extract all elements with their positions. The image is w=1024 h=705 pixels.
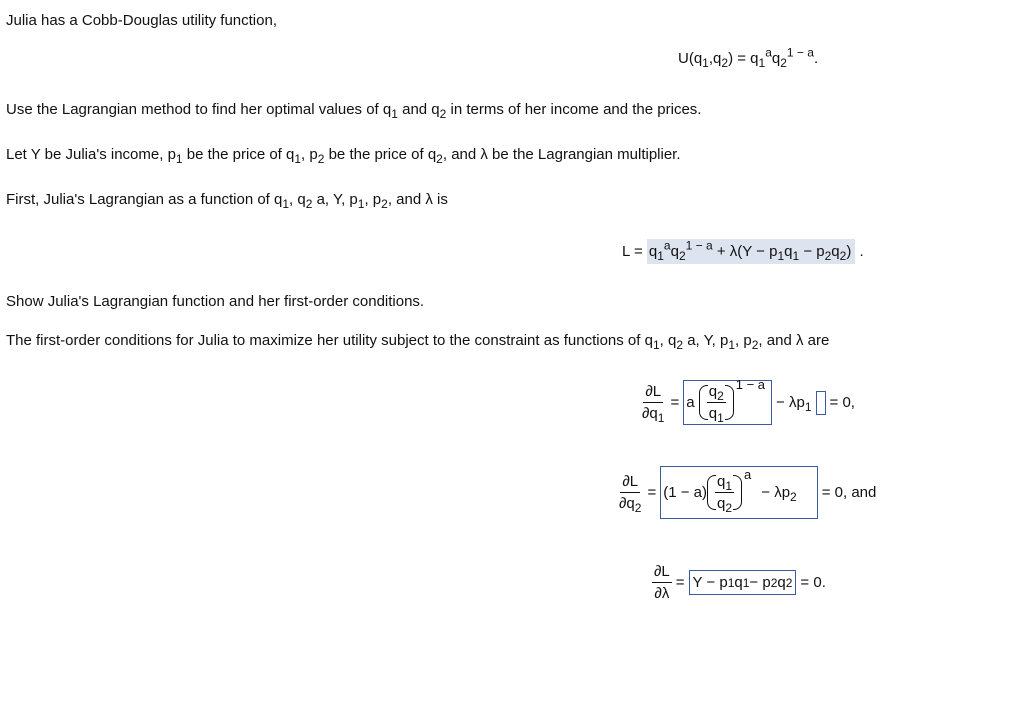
utility-end: . — [813, 50, 819, 67]
defs-part3: , p — [301, 146, 318, 163]
foc-lambda: $\frac{\partial L}{\partial\lambda}$ = Y − p 1 q 1 − p 2 q 2 = 0. — [654, 563, 826, 602]
foc-q1-end: = 0, — [829, 394, 855, 411]
defs-part2: be the price of q — [182, 146, 295, 163]
foc-q1: $\frac{\partial L}{\partial q_1}$ = a $\frac{q_2}{q_1}$ 1 − a − $\lambda p_1$ = 0, — [642, 377, 855, 426]
foc-intro: The first-order conditions for Julia to maximize her utility subject to the constraint as functions of $q_1$, $q_2$ a, Y, $p_1$, $p_2$, and λ are — [6, 332, 830, 353]
foc-q1-box: a $\frac{q_2}{q_1}$ 1 − a — [683, 380, 772, 425]
defs-part5: , and λ be the Lagrangian multiplier. — [442, 146, 681, 163]
first-part1: First, Julia's Lagrangian as a function of q — [6, 191, 283, 208]
foc-q2: $\frac{\partial L}{\partial q_2}$ = (1 − a) $\frac{q_1}{q_2}$ a − $\lambda p_2$ = 0, and — [617, 466, 876, 519]
lagrangian-answer: $q_1^aq_2^{1 - a} + \lambda(Y - p_1q_1 - p_2q_2)$ — [647, 239, 855, 264]
foc-intro-part5: , and λ are — [758, 332, 830, 349]
foc-q1-blank — [816, 391, 826, 415]
foc-intro-part2: , q — [659, 332, 677, 349]
definitions-text: Let Y be Julia's income, $p_1$ be the price of $q_1$, $p_2$ be the price of $q_2$, and λ be the Lagrangian multiplier. — [6, 146, 681, 167]
foc-lambda-box: Y − p 1 q 1 − p 2 q 2 — [689, 570, 797, 595]
first-part4: , p — [364, 191, 382, 208]
foc-q2-box: (1 − a) $\frac{q_1}{q_2}$ a − $\lambda p_2$ — [660, 466, 818, 519]
dL-dlambda: $\frac{\partial L}{\partial\lambda}$ — [654, 563, 670, 602]
instr-part3: in terms of her income and the prices. — [446, 101, 702, 118]
lagrangian-equation: $L = q_1^aq_2^{1 - a} + \lambda(Y - p_1q_1 - p_2q_2)$ . — [622, 238, 864, 264]
instruction-text: Use the Lagrangian method to find her optimal values of $q_1$ and $q_2$ in terms of her income and the prices. — [6, 101, 702, 122]
foc-intro-part3: a, Y, p — [683, 332, 729, 349]
dL-dq1: $\frac{\partial L}{\partial q_1}$ — [642, 383, 665, 426]
intro-text: Julia has a Cobb-Douglas utility function, — [6, 12, 277, 29]
utility-lhs: U(q — [678, 50, 703, 67]
foc-intro-part1: The first-order conditions for Julia to maximize her utility subject to the constraint as functions of q — [6, 332, 653, 349]
instr-part2: and q — [397, 101, 440, 118]
first-part2: , q — [289, 191, 306, 208]
dL-dq2: $\frac{\partial L}{\partial q_2}$ — [619, 473, 642, 516]
foc-q2-end: = 0, and — [821, 484, 877, 501]
first-part5: , and λ is — [387, 191, 448, 208]
first-part3: a, Y, p — [312, 191, 358, 208]
lagrangian-intro: First, Julia's Lagrangian as a function of $q_1$, $q_2$ a, Y, $p_1$, $p_2$, and λ is — [6, 191, 448, 212]
utility-equation: $U(q_1,q_2) = q_1^aq_2^{1 - a}$. — [678, 45, 819, 71]
instr-part1: Use the Lagrangian method to find her optimal values of q — [6, 101, 392, 118]
foc-lambda-end: = 0. — [800, 574, 826, 591]
defs-part4: be the price of q — [324, 146, 437, 163]
defs-part1: Let Y be Julia's income, p — [6, 146, 176, 163]
show-text: Show Julia's Lagrangian function and her first-order conditions. — [6, 293, 425, 310]
foc-intro-part4: , p — [735, 332, 752, 349]
